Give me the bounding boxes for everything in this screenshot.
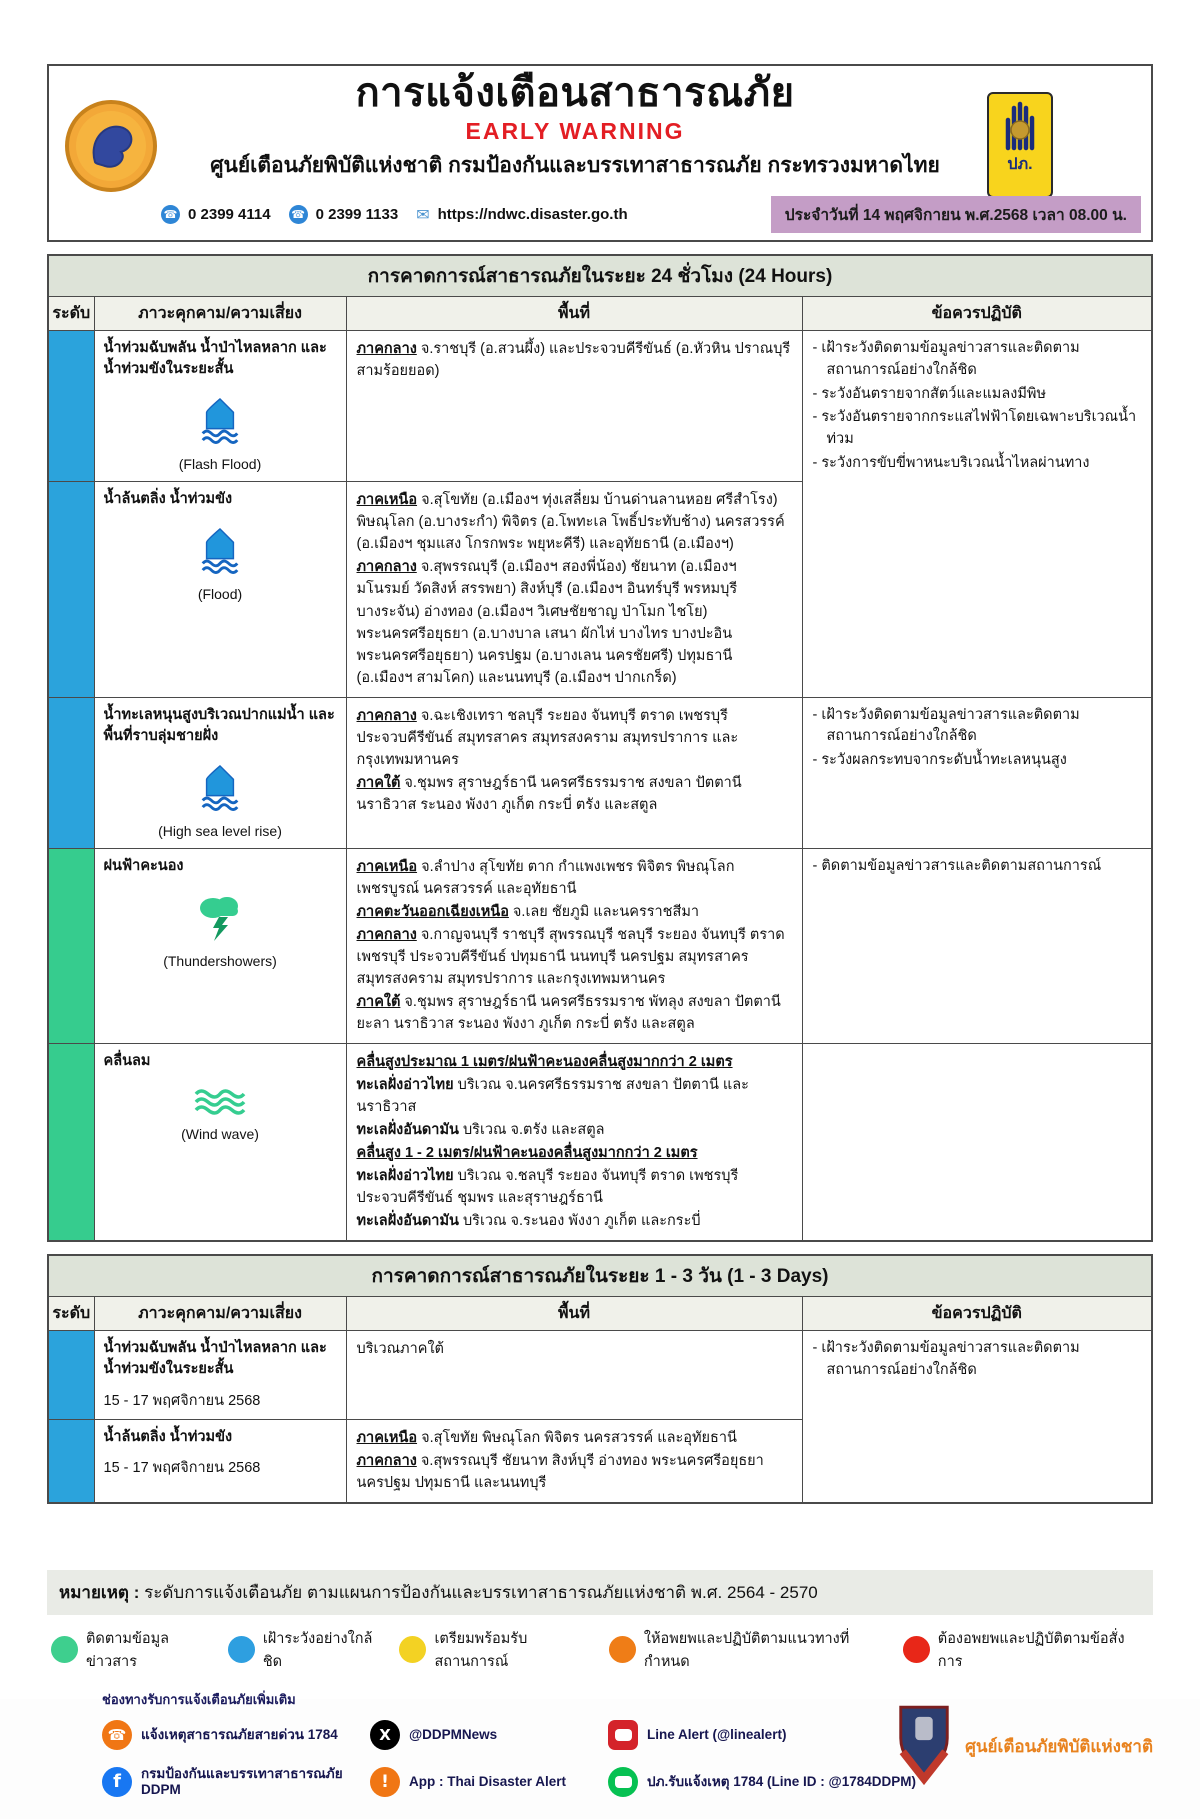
threat-title: น้ำท่วมฉับพลัน น้ำป่าไหลหลาก และน้ำท่วมขังในระยะสั้น	[103, 340, 327, 378]
forecast-24h-table	[47, 254, 1153, 1242]
alert-level-cell-blue	[48, 697, 94, 848]
threat-title: น้ำล้นตลิ่ง น้ำท่วมขัง	[103, 1428, 233, 1445]
page-subtitle: EARLY WARNING	[465, 118, 685, 144]
threat-cell	[94, 697, 346, 848]
area-line: คลื่นสูงประมาณ 1 เมตร/ฝนฟ้าคะนองคลื่นสูงมากกว่า 2 เมตร	[356, 1054, 733, 1071]
threat-cell	[94, 848, 346, 1043]
alert-level-cell-green	[48, 1044, 94, 1242]
legend-item	[399, 1627, 600, 1673]
legend-label: เฝ้าระวังอย่างใกล้ชิด	[262, 1630, 373, 1670]
threat-cell	[94, 1044, 346, 1242]
channels-section	[47, 1689, 1153, 1819]
threat-title: น้ำล้นตลิ่ง น้ำท่วมขัง	[103, 491, 233, 508]
hotline-phone-icon: ☎	[102, 1720, 132, 1750]
channel-item[interactable]	[102, 1766, 364, 1798]
legend-level-dot	[903, 1636, 930, 1663]
flood-house-icon	[104, 526, 337, 581]
channel-item[interactable]	[370, 1720, 602, 1750]
channel-item[interactable]	[370, 1766, 602, 1798]
recommendation-cell	[802, 1044, 1152, 1242]
threat-date-range: 15 - 17 พฤศจิกายน 2568	[103, 1392, 261, 1409]
flood-house-icon	[104, 763, 337, 818]
phone-icon: ☎	[289, 205, 308, 224]
recommendation-item: - ระวังการขับขี่พาหนะบริเวณน้ำไหลผ่านทาง	[812, 454, 1090, 471]
area-line: ทะเลฝั่งอันดามัน บริเวณ จ.ระนอง พังงา ภูเก็ต และกระบี่	[356, 1213, 701, 1230]
threat-caption: (High sea level rise)	[158, 822, 282, 839]
area-line: ภาคใต้ จ.ชุมพร สุราษฎร์ธานี นครศรีธรรมราช สงขลา ปัตตานี นราธิวาส ระนอง พังงา ภูเก็ต กระบี่ ตรัง และสตูล	[356, 774, 742, 813]
note-label: หมายเหตุ :	[59, 1582, 140, 1602]
phone-number-2: 0 2399 1133	[315, 206, 399, 223]
channel-label: แจ้งเหตุสาธารณภัยสายด่วน 1784	[141, 1726, 338, 1742]
x-icon: X	[370, 1720, 400, 1750]
agency-name: ศูนย์เตือนภัยพิบัติแห่งชาติ	[965, 1736, 1153, 1756]
ddpm-logo-icon	[65, 100, 157, 192]
threat-cell	[94, 482, 346, 697]
chat-bubble-glyph	[615, 1776, 632, 1788]
recommendation-item: - เฝ้าระวังติดตามข้อมูลข่าวสารและติดตามสถานการณ์อย่างใกล้ชิด	[812, 340, 1080, 378]
area-cell	[346, 1419, 802, 1503]
flood-house-icon	[104, 396, 337, 451]
page-title: การแจ้งเตือนสาธารณภัย	[355, 71, 795, 115]
area-line: บริเวณภาคใต้	[356, 1341, 444, 1358]
channel-item[interactable]	[102, 1720, 364, 1750]
phone-number-1: 0 2399 4114	[188, 206, 271, 223]
recommendation-cell	[802, 697, 1152, 848]
channel-label: @DDPMNews	[409, 1726, 498, 1742]
header	[47, 64, 1153, 242]
note	[47, 1570, 1153, 1615]
channel-label: กรมป้องกันและบรรเทาสาธารณภัย DDPM	[141, 1765, 343, 1797]
recommendation-item: - ระวังอันตรายจากกระแสไฟฟ้าโดยเฉพาะบริเวณน้ำท่วม	[812, 409, 1137, 447]
recommendation-item: - ติดตามข้อมูลข่าวสารและติดตามสถานการณ์	[812, 857, 1102, 874]
channel-label: Line Alert (@linealert)	[647, 1726, 787, 1742]
area-line: คลื่นสูง 1 - 2 เมตร/ฝนฟ้าคะนองคลื่นสูงมากกว่า 2 เมตร	[356, 1145, 698, 1162]
threat-cell	[94, 1419, 346, 1503]
area-cell	[346, 482, 802, 697]
legend-label: ติดตามข้อมูลข่าวสาร	[86, 1630, 170, 1670]
table-title: การคาดการณ์สาธารณภัยในระยะ 1 - 3 วัน (1 - 3 Days)	[48, 1255, 1152, 1297]
area-line: ภาคเหนือ จ.สุโขทัย (อ.เมืองฯ ทุ่งเสลี่ยม บ้านด่านลานหอย ศรีสำโรง) พิษณุโลก (อ.บางระกำ) พิจิตร (อ.โพทะเล โพธิ์ประทับช้าง) นครสวรรค์ (อ.เมืองฯ ชุมแสง โกรกพระ พยุหะคีรี) และอุทัยธานี (อ.เมืองฯ)	[356, 492, 785, 553]
area-line: ทะเลฝั่งอันดามัน บริเวณ จ.ตรัง และสตูล	[356, 1122, 605, 1139]
thunder-icon	[104, 893, 337, 948]
line-icon	[608, 1767, 638, 1797]
agency-block	[893, 1703, 1153, 1790]
threat-cell	[94, 331, 346, 482]
date-banner: ประจำวันที่ 14 พฤศจิกายน พ.ศ.2568 เวลา 08.00 น.	[771, 196, 1141, 233]
legend-item	[609, 1627, 895, 1673]
column-header: พื้นที่	[346, 297, 802, 331]
column-header: ภาวะคุกคาม/ความเสี่ยง	[94, 297, 346, 331]
channel-label: ปภ.รับแจ้งเหตุ 1784 (Line ID : @1784DDPM)	[647, 1773, 916, 1789]
threat-caption: (Wind wave)	[181, 1126, 259, 1143]
threat-title: น้ำทะเลหนุนสูงบริเวณปากแม่น้ำ และพื้นที่ราบลุ่มชายฝั่ง	[103, 706, 335, 744]
alert-level-legend	[47, 1627, 1153, 1673]
pp-hand-logo-icon	[987, 92, 1053, 198]
column-header: ข้อควรปฏิบัติ	[802, 1297, 1152, 1331]
table-title: การคาดการณ์สาธารณภัยในระยะ 24 ชั่วโมง (24 Hours)	[48, 255, 1152, 297]
recommendation-cell	[802, 331, 1152, 698]
recommendation-item: - ระวังอันตรายจากสัตว์และแมลงมีพิษ	[812, 385, 1047, 402]
recommendation-cell	[802, 848, 1152, 1043]
threat-caption: (Thundershowers)	[163, 953, 277, 969]
area-line: ภาคกลาง จ.สุพรรณบุรี (อ.เมืองฯ สองพี่น้อง) ชัยนาท (อ.เมืองฯ มโนรมย์ วัดสิงห์ สรรพยา) สิงห์บุรี (อ.เมืองฯ อินทร์บุรี พรหมบุรี บางระจัน) อ่างทอง (อ.เมืองฯ วิเศษชัยชาญ ป่าโมก ไชโย) พระนครศรีอยุธยา (อ.บางบาล เสนา ผักไห่ บางไทร บางปะอิน พระนครศรีอยุธยา) นครปฐม (อ.บางเลน นครชัยศรี) ปทุมธานี (อ.เมืองฯ สามโคก) และนนทบุรี (อ.เมืองฯ ปากเกร็ด)	[356, 559, 738, 686]
legend-label: เตรียมพร้อมรับสถานการณ์	[434, 1630, 528, 1670]
area-line: ภาคเหนือ จ.สุโขทัย พิษณุโลก พิจิตร นครสวรรค์ และอุทัยธานี	[356, 1429, 737, 1446]
threat-cell	[94, 1331, 346, 1419]
legend-level-dot	[609, 1636, 636, 1663]
website-icon: ✉	[416, 205, 430, 224]
alert-level-cell-green	[48, 848, 94, 1043]
area-cell	[346, 1044, 802, 1242]
legend-item	[51, 1627, 220, 1673]
phone-icon: ☎	[161, 205, 180, 224]
alert-level-cell-blue	[48, 1331, 94, 1419]
forecast-1-3-days-table	[47, 1254, 1153, 1503]
alert-level-cell-blue	[48, 1419, 94, 1503]
legend-level-dot	[228, 1636, 255, 1663]
threat-caption: (Flood)	[197, 586, 243, 603]
threat-title: ฝนฟ้าคะนอง	[103, 857, 184, 874]
area-line: ภาคใต้ จ.ชุมพร สุราษฎร์ธานี นครศรีธรรมราช พัทลุง สงขลา ปัตตานี ยะลา นราธิวาส ระนอง พังงา ภูเก็ต กระบี่ ตรัง และสตูล	[356, 994, 781, 1033]
threat-title: น้ำท่วมฉับพลัน น้ำป่าไหลหลาก และน้ำท่วมขังในระยะสั้น	[103, 1340, 327, 1378]
legend-item	[903, 1627, 1149, 1673]
column-header: ข้อควรปฏิบัติ	[802, 297, 1152, 331]
note-text: ระดับการแจ้งเตือนภัย ตามแผนการป้องกันและบรรเทาสาธารณภัยแห่งชาติ พ.ศ. 2564 - 2570	[144, 1582, 818, 1602]
area-line: ภาคกลาง จ.กาญจนบุรี ราชบุรี สุพรรณบุรี ชลบุรี ระยอง จันทบุรี ตราด เพชรบุรี ประจวบคีรีขันธ์ ปทุมธานี นนทบุรี นครปฐม สมุทรสาคร สมุทรสงคราม สมุทรปราการ และกรุงเทพมหานคร	[356, 927, 785, 988]
recommendation-cell	[802, 1331, 1152, 1503]
facebook-icon: f	[102, 1767, 132, 1797]
area-line: ภาคกลาง จ.ฉะเชิงเทรา ชลบุรี ระยอง จันทบุรี ตราด เพชรบุรี ประจวบคีรีขันธ์ สมุทรสาคร สมุทรสงคราม สมุทรปราการ และกรุงเทพมหานคร	[356, 707, 739, 768]
area-line: ทะเลฝั่งอ่าวไทย บริเวณ จ.นครศรีธรรมราช สงขลา ปัตตานี และนราธิวาส	[356, 1077, 749, 1116]
channels-title: ช่องทางรับการแจ้งเตือนภัยเพิ่มเติม	[102, 1691, 296, 1707]
column-header: ระดับ	[48, 297, 94, 331]
contact-row	[161, 196, 1141, 233]
pp-logo-label: ปภ.	[1007, 156, 1033, 173]
threat-date-range: 15 - 17 พฤศจิกายน 2568	[103, 1459, 261, 1476]
app-icon: !	[370, 1767, 400, 1797]
area-line: ภาคตะวันออกเฉียงเหนือ จ.เลย ชัยภูมิ และนครราชสีมา	[356, 904, 700, 921]
area-line: ภาคเหนือ จ.ลำปาง สุโขทัย ตาก กำแพงเพชร พิจิตร พิษณุโลก เพชรบูรณ์ นครสวรรค์ และอุทัยธานี	[356, 858, 735, 897]
chat-bubble-glyph	[615, 1729, 632, 1741]
column-header: ระดับ	[48, 1297, 94, 1331]
recommendation-item: - เฝ้าระวังติดตามข้อมูลข่าวสารและติดตามสถานการณ์อย่างใกล้ชิด	[812, 1340, 1080, 1379]
area-cell	[346, 331, 802, 482]
website-url[interactable]: https://ndwc.disaster.go.th	[437, 206, 628, 223]
area-line: ทะเลฝั่งอ่าวไทย บริเวณ จ.ชลบุรี ระยอง จันทบุรี ตราด เพชรบุรี ประจวบคีรีขันธ์ ชุมพร และสุราษฎร์ธานี	[356, 1168, 739, 1207]
org-line: ศูนย์เตือนภัยพิบัติแห่งชาติ กรมป้องกันและบรรเทาสาธารณภัย กระทรวงมหาดไทย	[210, 154, 940, 177]
ndwc-emblem-icon	[893, 1703, 955, 1790]
legend-label: ให้อพยพและปฏิบัติตามแนวทางที่กำหนด	[643, 1630, 850, 1670]
alert-level-cell-blue	[48, 482, 94, 697]
area-cell	[346, 848, 802, 1043]
legend-level-dot	[399, 1636, 426, 1663]
legend-level-dot	[51, 1636, 78, 1663]
area-line: ภาคกลาง จ.สุพรรณบุรี ชัยนาท สิงห์บุรี อ่างทอง พระนครศรีอยุธยา นครปฐม ปทุมธานี และนนทบุรี	[356, 1452, 764, 1491]
legend-item	[228, 1627, 392, 1673]
area-line: ภาคกลาง จ.ราชบุรี (อ.สวนผึ้ง) และประจวบคีรีขันธ์ (อ.หัวหิน ปราณบุรี สามร้อยยอด)	[356, 341, 791, 380]
line-alert-icon	[608, 1720, 638, 1750]
area-cell	[346, 697, 802, 848]
alert-level-cell-blue	[48, 331, 94, 482]
column-header: ภาวะคุกคาม/ความเสี่ยง	[94, 1297, 346, 1331]
area-cell	[346, 1331, 802, 1419]
legend-label: ต้องอพยพและปฏิบัติตามข้อสั่งการ	[937, 1630, 1125, 1670]
threat-caption: (Flash Flood)	[178, 456, 262, 473]
column-header: พื้นที่	[346, 1297, 802, 1331]
recommendation-item: - ระวังผลกระทบจากระดับน้ำทะเลหนุนสูง	[812, 752, 1067, 769]
threat-title: คลื่นลม	[103, 1053, 151, 1070]
channel-label: App : Thai Disaster Alert	[409, 1773, 567, 1789]
wave-icon	[104, 1088, 337, 1121]
recommendation-item: - เฝ้าระวังติดตามข้อมูลข่าวสารและติดตามสถานการณ์อย่างใกล้ชิด	[812, 706, 1080, 745]
